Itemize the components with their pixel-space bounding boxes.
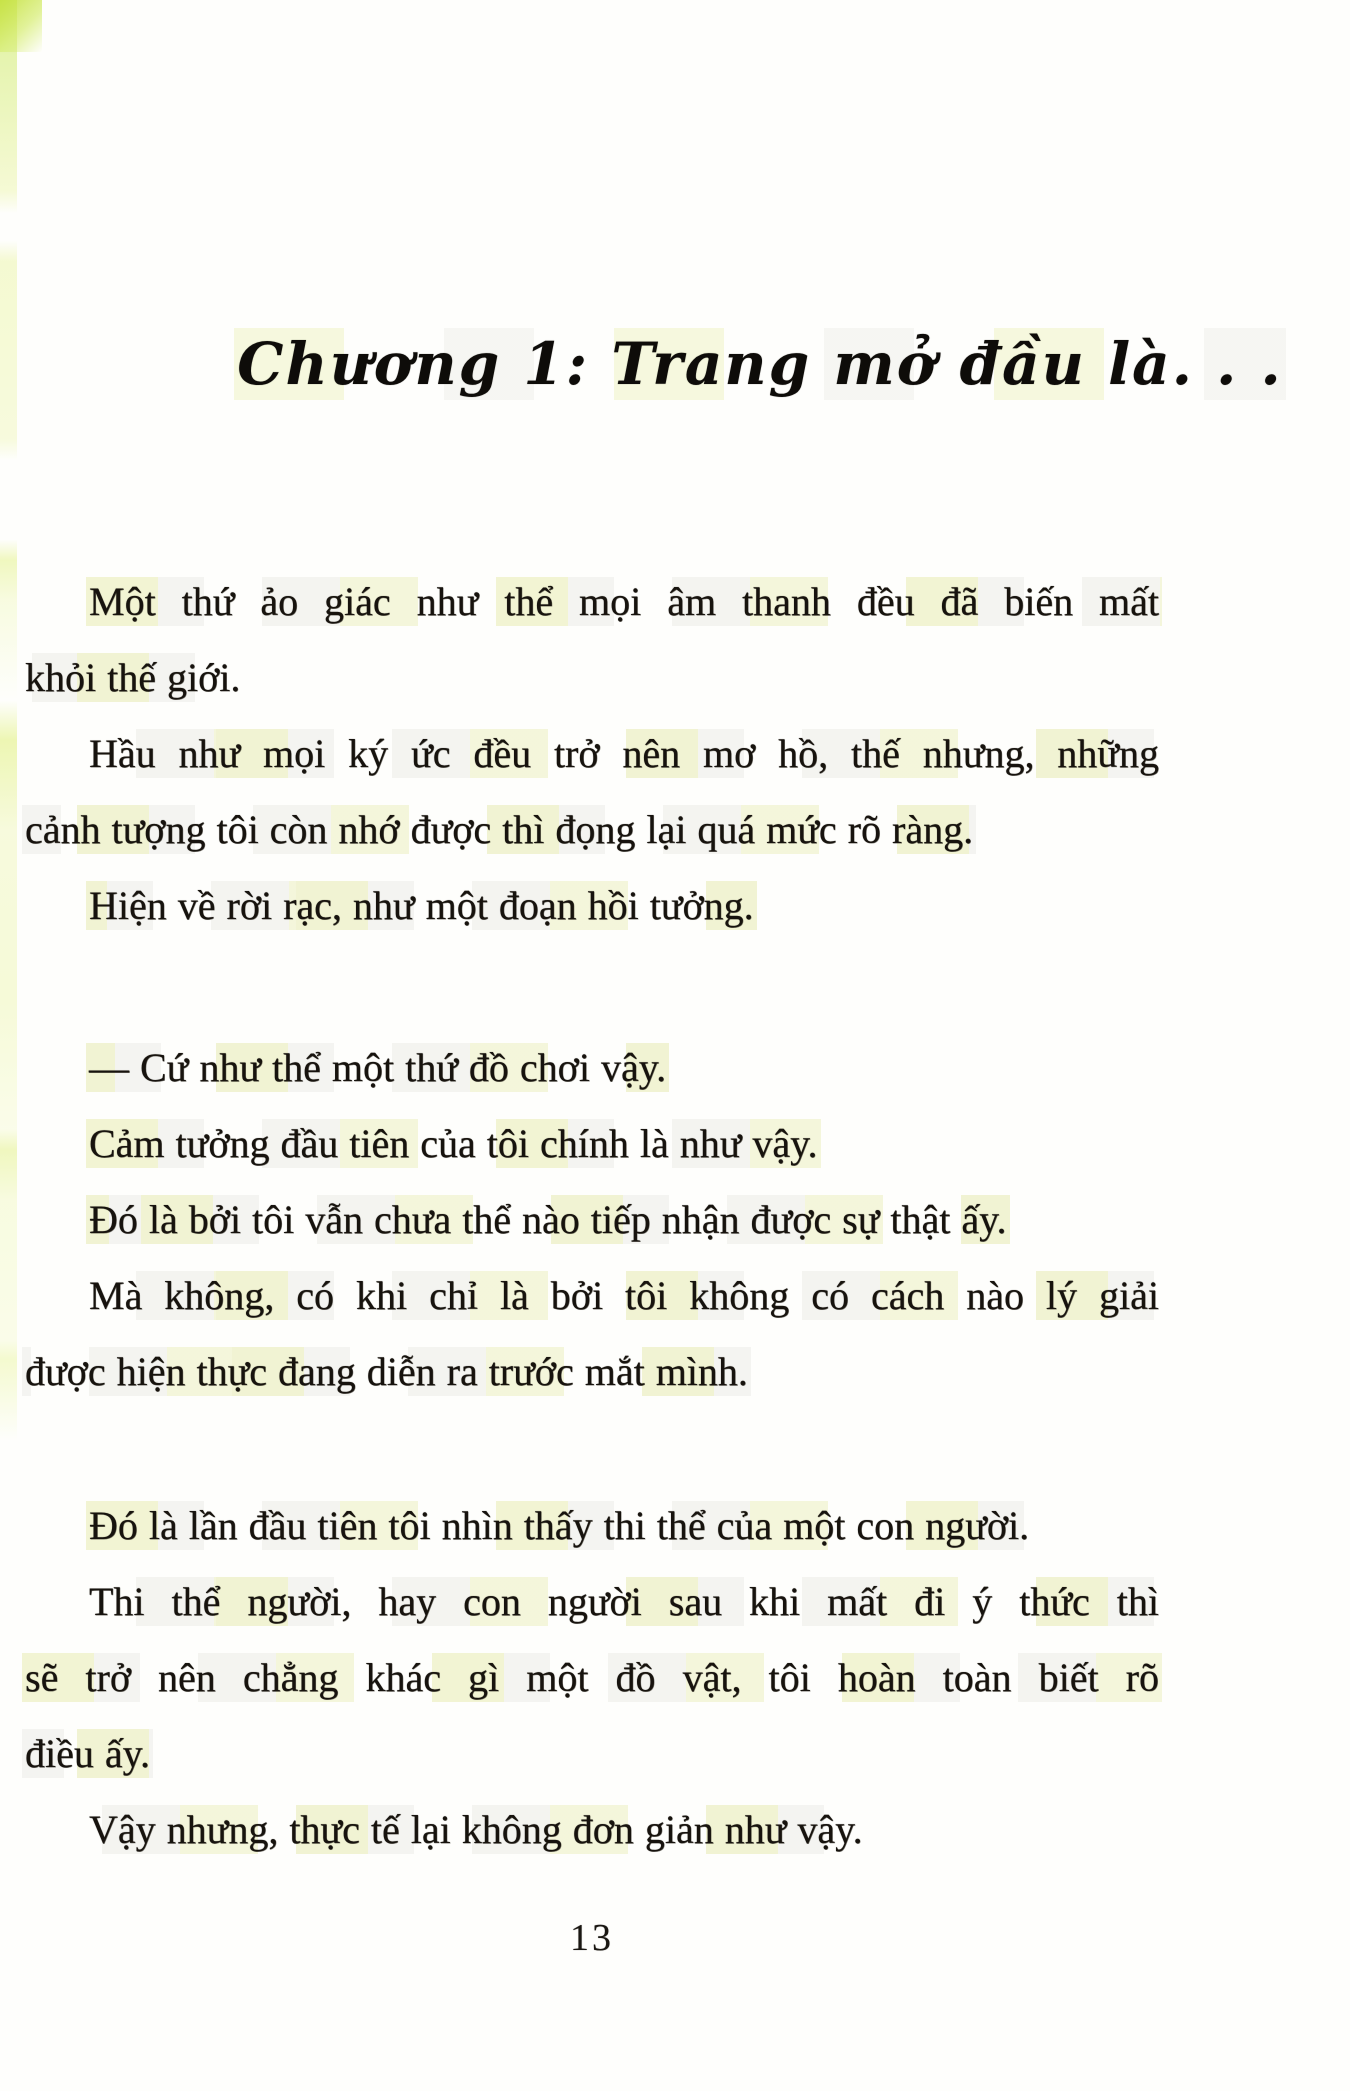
text-line-content: được hiện thực đang diễn ra trước mắt mình. [22,1347,751,1396]
text-line [22,716,1162,792]
scan-corner-artifact [0,0,42,52]
text-line [22,1640,1162,1716]
chapter-title [0,330,1350,398]
text-line [22,640,1162,716]
text-line-content: Thi thể người, hay con người sau khi mất đi ý thức thì [86,1577,1162,1626]
text-line-content: Mà không, có khi chỉ là bởi tôi không có cách nào lý giải [86,1271,1162,1320]
text-line [22,868,1162,944]
text-line [22,1716,1162,1792]
text-line-content: Vậy nhưng, thực tế lại không đơn giản như vậy. [86,1805,866,1854]
text-line [22,792,1162,868]
text-line-content: Một thứ ảo giác như thể mọi âm thanh đều đã biến mất [86,577,1162,626]
scan-edge-artifact [0,0,17,2091]
text-line-content: sẽ trở nên chẳng khác gì một đồ vật, tôi hoàn toàn biết rõ [22,1653,1162,1702]
page-number: 13 [570,1917,614,1959]
text-line [22,564,1162,640]
text-line [22,1030,1162,1106]
text-line-content: — Cứ như thể một thứ đồ chơi vậy. [86,1043,669,1092]
text-line [22,1488,1162,1564]
text-line-content: Đó là bởi tôi vẫn chưa thể nào tiếp nhận được sự thật ấy. [86,1195,1010,1244]
text-line-content: Cảm tưởng đầu tiên của tôi chính là như vậy. [86,1119,821,1168]
text-line [22,1334,1162,1410]
text-line [22,1792,1162,1868]
text-line-content: Hiện về rời rạc, như một đoạn hồi tưởng. [86,881,757,930]
body-text [22,564,1162,1868]
text-line-content: Đó là lần đầu tiên tôi nhìn thấy thi thể của một con người. [86,1501,1032,1550]
text-line-content: khỏi thế giới. [22,653,243,702]
text-line [22,1182,1162,1258]
text-line [22,1106,1162,1182]
text-line [22,1564,1162,1640]
text-line-content: cảnh tượng tôi còn nhớ được thì đọng lại quá mức rõ ràng. [22,805,976,854]
text-line-content: điều ấy. [22,1729,153,1778]
text-line [22,1258,1162,1334]
chapter-title-text: Chương 1: Trang mở đầu là. . . [234,328,1285,400]
text-line-content: Hầu như mọi ký ức đều trở nên mơ hồ, thế nhưng, những [86,729,1162,778]
